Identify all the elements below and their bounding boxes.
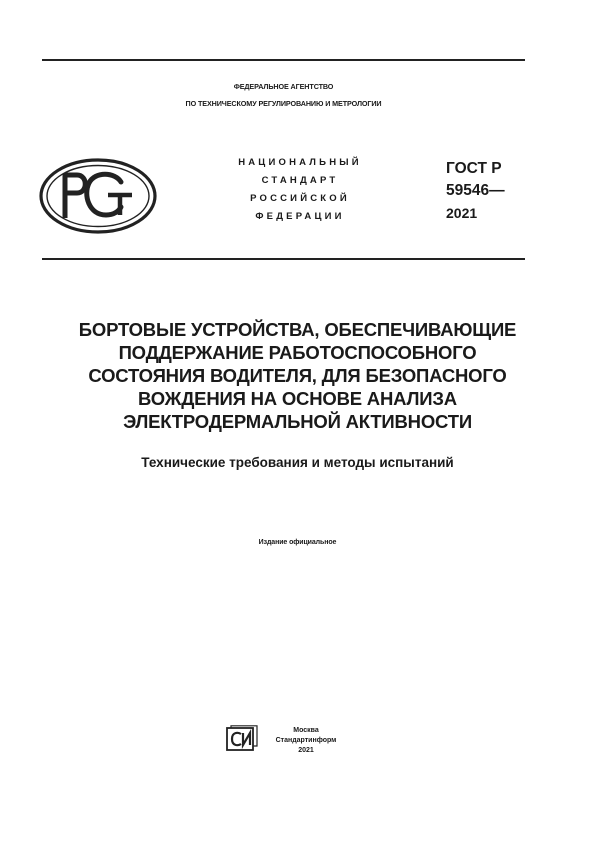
agency-line-1: ФЕДЕРАЛЬНОЕ АГЕНТСТВО (233, 82, 334, 91)
title-line-1: БОРТОВЫЕ УСТРОЙСТВА, ОБЕСПЕЧИВАЮЩИЕ (78, 319, 517, 340)
publisher-year: 2021 (298, 747, 314, 754)
agency-line-2: ПО ТЕХНИЧЕСКОМУ РЕГУЛИРОВАНИЮ И МЕТРОЛОГИИ (185, 99, 382, 108)
publisher-city: Москва (293, 727, 319, 734)
title-line-3: СОСТОЯНИЯ ВОДИТЕЛЯ, ДЛЯ БЕЗОПАСНОГО (88, 365, 507, 386)
gost-designation-line-1: ГОСТ Р (446, 160, 502, 177)
title-line-5: ЭЛЕКТРОДЕРМАЛЬНОЙ АКТИВНОСТИ (123, 411, 472, 432)
title-line-4: ВОЖДЕНИЯ НА ОСНОВЕ АНАЛИЗА (138, 388, 457, 409)
national-standard-line-1: НАЦИОНАЛЬНЫЙ (238, 157, 362, 168)
title-line-2: ПОДДЕРЖАНИЕ РАБОТОСПОСОБНОГО (118, 342, 477, 363)
national-standard-line-3: РОССИЙСКОЙ (250, 193, 350, 204)
publisher-name: Стандартинформ (275, 737, 337, 744)
edition-note: Издание официальное (258, 539, 337, 546)
national-standard-line-4: ФЕДЕРАЦИИ (255, 211, 345, 222)
standartinform-logo-icon (226, 725, 260, 751)
national-standard-line-2: СТАНДАРТ (261, 175, 339, 186)
middle-rule (42, 258, 525, 260)
rst-emblem-icon (38, 157, 158, 235)
gost-designation-year: 2021 (446, 205, 478, 221)
document-subtitle: Технические требования и методы испытаний (141, 455, 454, 470)
gost-designation-line-2: 59546— (446, 182, 505, 199)
top-rule (42, 59, 525, 61)
